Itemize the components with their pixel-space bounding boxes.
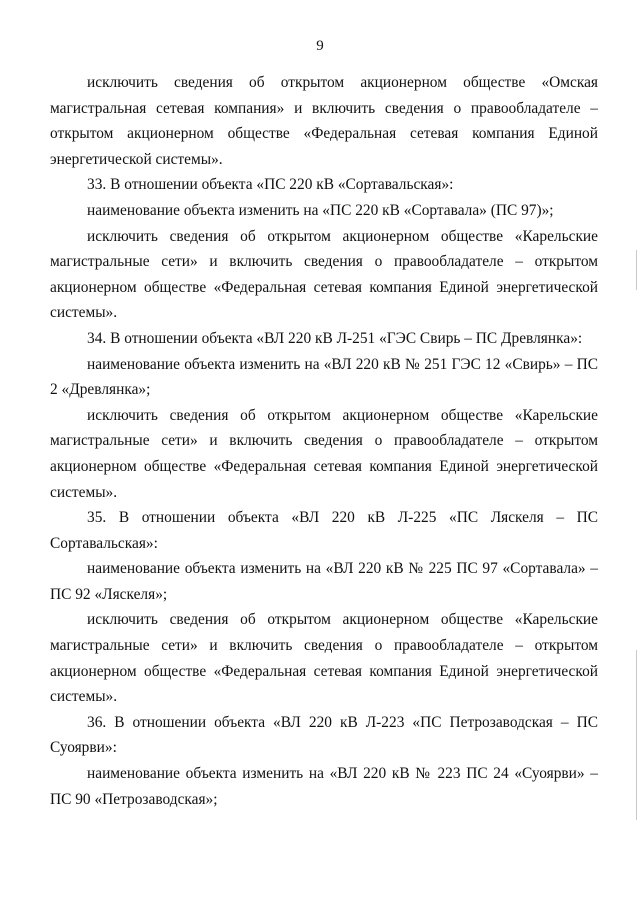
document-body	[50, 70, 598, 812]
paragraph-rename-33: наименование объекта изменить на «ПС 220 кВ «Сортавала» (ПС 97)»;	[87, 201, 554, 219]
paragraph-exclusion-33: исключить сведения об открытом акционерном обществе «Карельские магистральные сети» и включить сведения о правообладателе – открытом акционерном обществе «Федеральная сетевая компания Единой энергетической системы».	[50, 227, 598, 322]
page-number: 9	[316, 38, 324, 54]
scan-artifact-line	[636, 250, 637, 290]
paragraph-item-33: 33. В отношении объекта «ПС 220 кВ «Сортавальская»:	[87, 176, 454, 194]
paragraph-exclusion-34: исключить сведения об открытом акционерном обществе «Карельские магистральные сети» и включить сведения о правообладателе – открытом акционерном обществе «Федеральная сетевая компания Единой энергетической системы».	[50, 406, 598, 501]
paragraph-item-36: 36. В отношении объекта «ВЛ 220 кВ Л-223 «ПС Петрозаводская – ПС Суоярви»:	[50, 713, 598, 757]
paragraph-item-35: 35. В отношении объекта «ВЛ 220 кВ Л-225 «ПС Ляскеля – ПС Сортавальская»:	[50, 509, 598, 552]
paragraph-item-34: 34. В отношении объекта «ВЛ 220 кВ Л-251 «ГЭС Свирь – ПС Древлянка»:	[87, 329, 583, 347]
paragraph-exclusion-35: исключить сведения об открытом акционерном обществе «Карельские магистральные сети» и включить сведения о правообладателе – открытом акционерном обществе «Федеральная сетевая компания Единой энергетической системы».	[50, 611, 598, 706]
scan-artifact-line	[636, 650, 637, 820]
paragraph-rename-34: наименование объекта изменить на «ВЛ 220 кВ № 251 ГЭС 12 «Свирь» – ПС 2 «Древлянка»;	[50, 355, 598, 399]
paragraph-exclusion-omsk: исключить сведения об открытом акционерном обществе «Омская магистральная сетевая компания» и включить сведения о правообладателе – открытом акционерном обществе «Федеральная сетевая компания Единой энергетической системы».	[50, 74, 598, 168]
paragraph-rename-35: наименование объекта изменить на «ВЛ 220 кВ № 225 ПС 97 «Сортавала» – ПС 92 «Ляскеля»;	[50, 560, 598, 603]
paragraph-rename-36: наименование объекта изменить на «ВЛ 220 кВ № 223 ПС 24 «Суоярви» – ПС 90 «Петрозаводская»;	[50, 765, 598, 808]
